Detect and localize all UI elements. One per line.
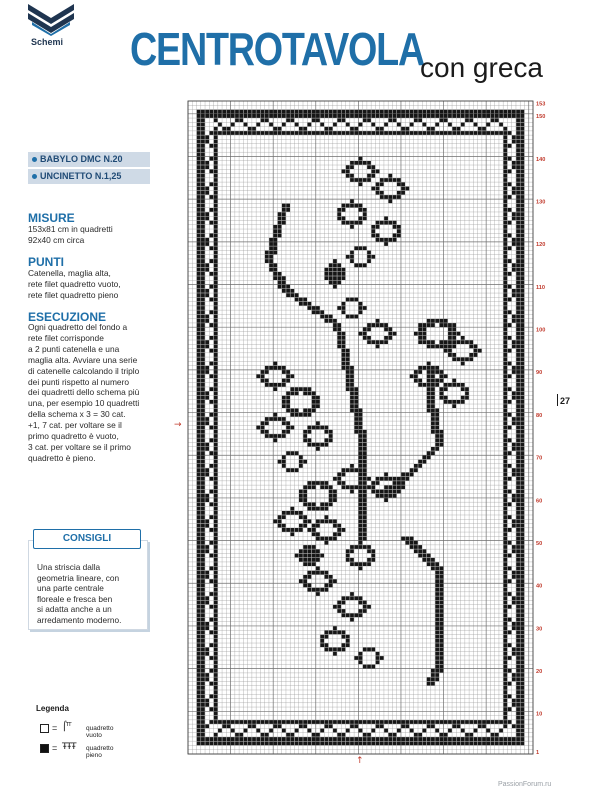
material-yarn: BABYLO DMC N.20 [28,152,150,167]
esecuzione-line: +1, 7 cat. per voltare se il [28,420,122,431]
esecuzione-line: quadretto è pieno. [28,452,96,463]
row-label: 70 [536,455,543,462]
legend-label: quadretto pieno [86,745,114,759]
row-label: 90 [536,370,543,377]
watermark: PassionForum.ru [498,781,552,788]
start-arrow-icon: ↑ [356,756,364,766]
page-number: 27 [560,396,571,406]
consigli-heading: CONSIGLI [33,529,141,549]
row-label: 153 [536,101,546,108]
row-label: 120 [536,242,546,249]
esecuzione-heading: ESECUZIONE [28,310,107,324]
legend-title: Legenda [36,704,69,713]
row-label: 130 [536,199,546,206]
row-label: 150 [536,114,546,121]
esecuzione-line: una, per esempio 10 quadretti [28,398,140,409]
row-label: 100 [536,327,546,334]
row-label: 80 [536,412,543,419]
start-arrow-icon: → [174,420,182,430]
esecuzione-line: 3 cat. per voltare se il primo [28,441,131,452]
consigli-line: si adatta anche a un [37,604,112,615]
row-label: 30 [536,626,543,633]
row-label: 50 [536,540,543,547]
row-label: 110 [536,284,546,291]
esecuzione-line: della schema x 3 = 30 cat. [28,409,126,420]
row-label: 40 [536,583,543,590]
consigli-line: floreale e fresca ben [37,593,113,604]
punti-heading: PUNTI [28,255,64,269]
page-number-divider [557,394,558,406]
esecuzione-line: dei punti rispetto al numero [28,376,130,387]
consigli-line: Una striscia dalla [37,562,101,572]
consigli-line: geometria lineare, con [37,572,120,583]
esecuzione-line: dei quadretti dello schema più [28,387,140,398]
stitch-symbol: ⌠ᵀᵀ [62,722,71,732]
esecuzione-line: primo quadretto è vuoto, [28,431,119,442]
page-title: CENTROTAVOLA [130,23,424,75]
row-label: 1 [536,750,540,757]
consigli-line: una parte centrale [37,583,104,594]
esecuzione-line: maglia alta. Avviare una serie [28,354,138,365]
punti-line: rete filet quadretto pieno [28,289,119,300]
esecuzione-line: di catenelle calcolando il triplo [28,365,140,376]
misure-heading: MISURE [28,211,75,225]
equals-sign: = [52,723,58,733]
misure-line: 92x40 cm circa [28,234,85,245]
material-hook: UNCINETTO N.1,25 [28,169,150,184]
consigli-line: arredamento moderno. [37,614,122,625]
esecuzione-line: a 2 punti catenella e una [28,343,120,354]
row-label: 20 [536,668,543,675]
row-label: 140 [536,156,546,163]
stitch-symbol: ŦŦŦ [62,742,76,752]
punti-line: rete filet quadretto vuoto, [28,278,121,289]
equals-sign: = [52,743,58,753]
esecuzione-line: rete filet corrisponde [28,332,104,343]
row-label: 10 [536,711,543,718]
punti-line: Catenella, maglia alta, [28,268,111,278]
misure-line: 153x81 cm in quadretti [28,224,113,234]
esecuzione-line: Ogni quadretto del fondo a [28,322,128,332]
section-tag: Schemi [31,37,64,47]
page-subtitle: con greca [420,52,543,83]
legend-label: quadretto vuoto [86,725,114,739]
row-label: 60 [536,498,543,505]
